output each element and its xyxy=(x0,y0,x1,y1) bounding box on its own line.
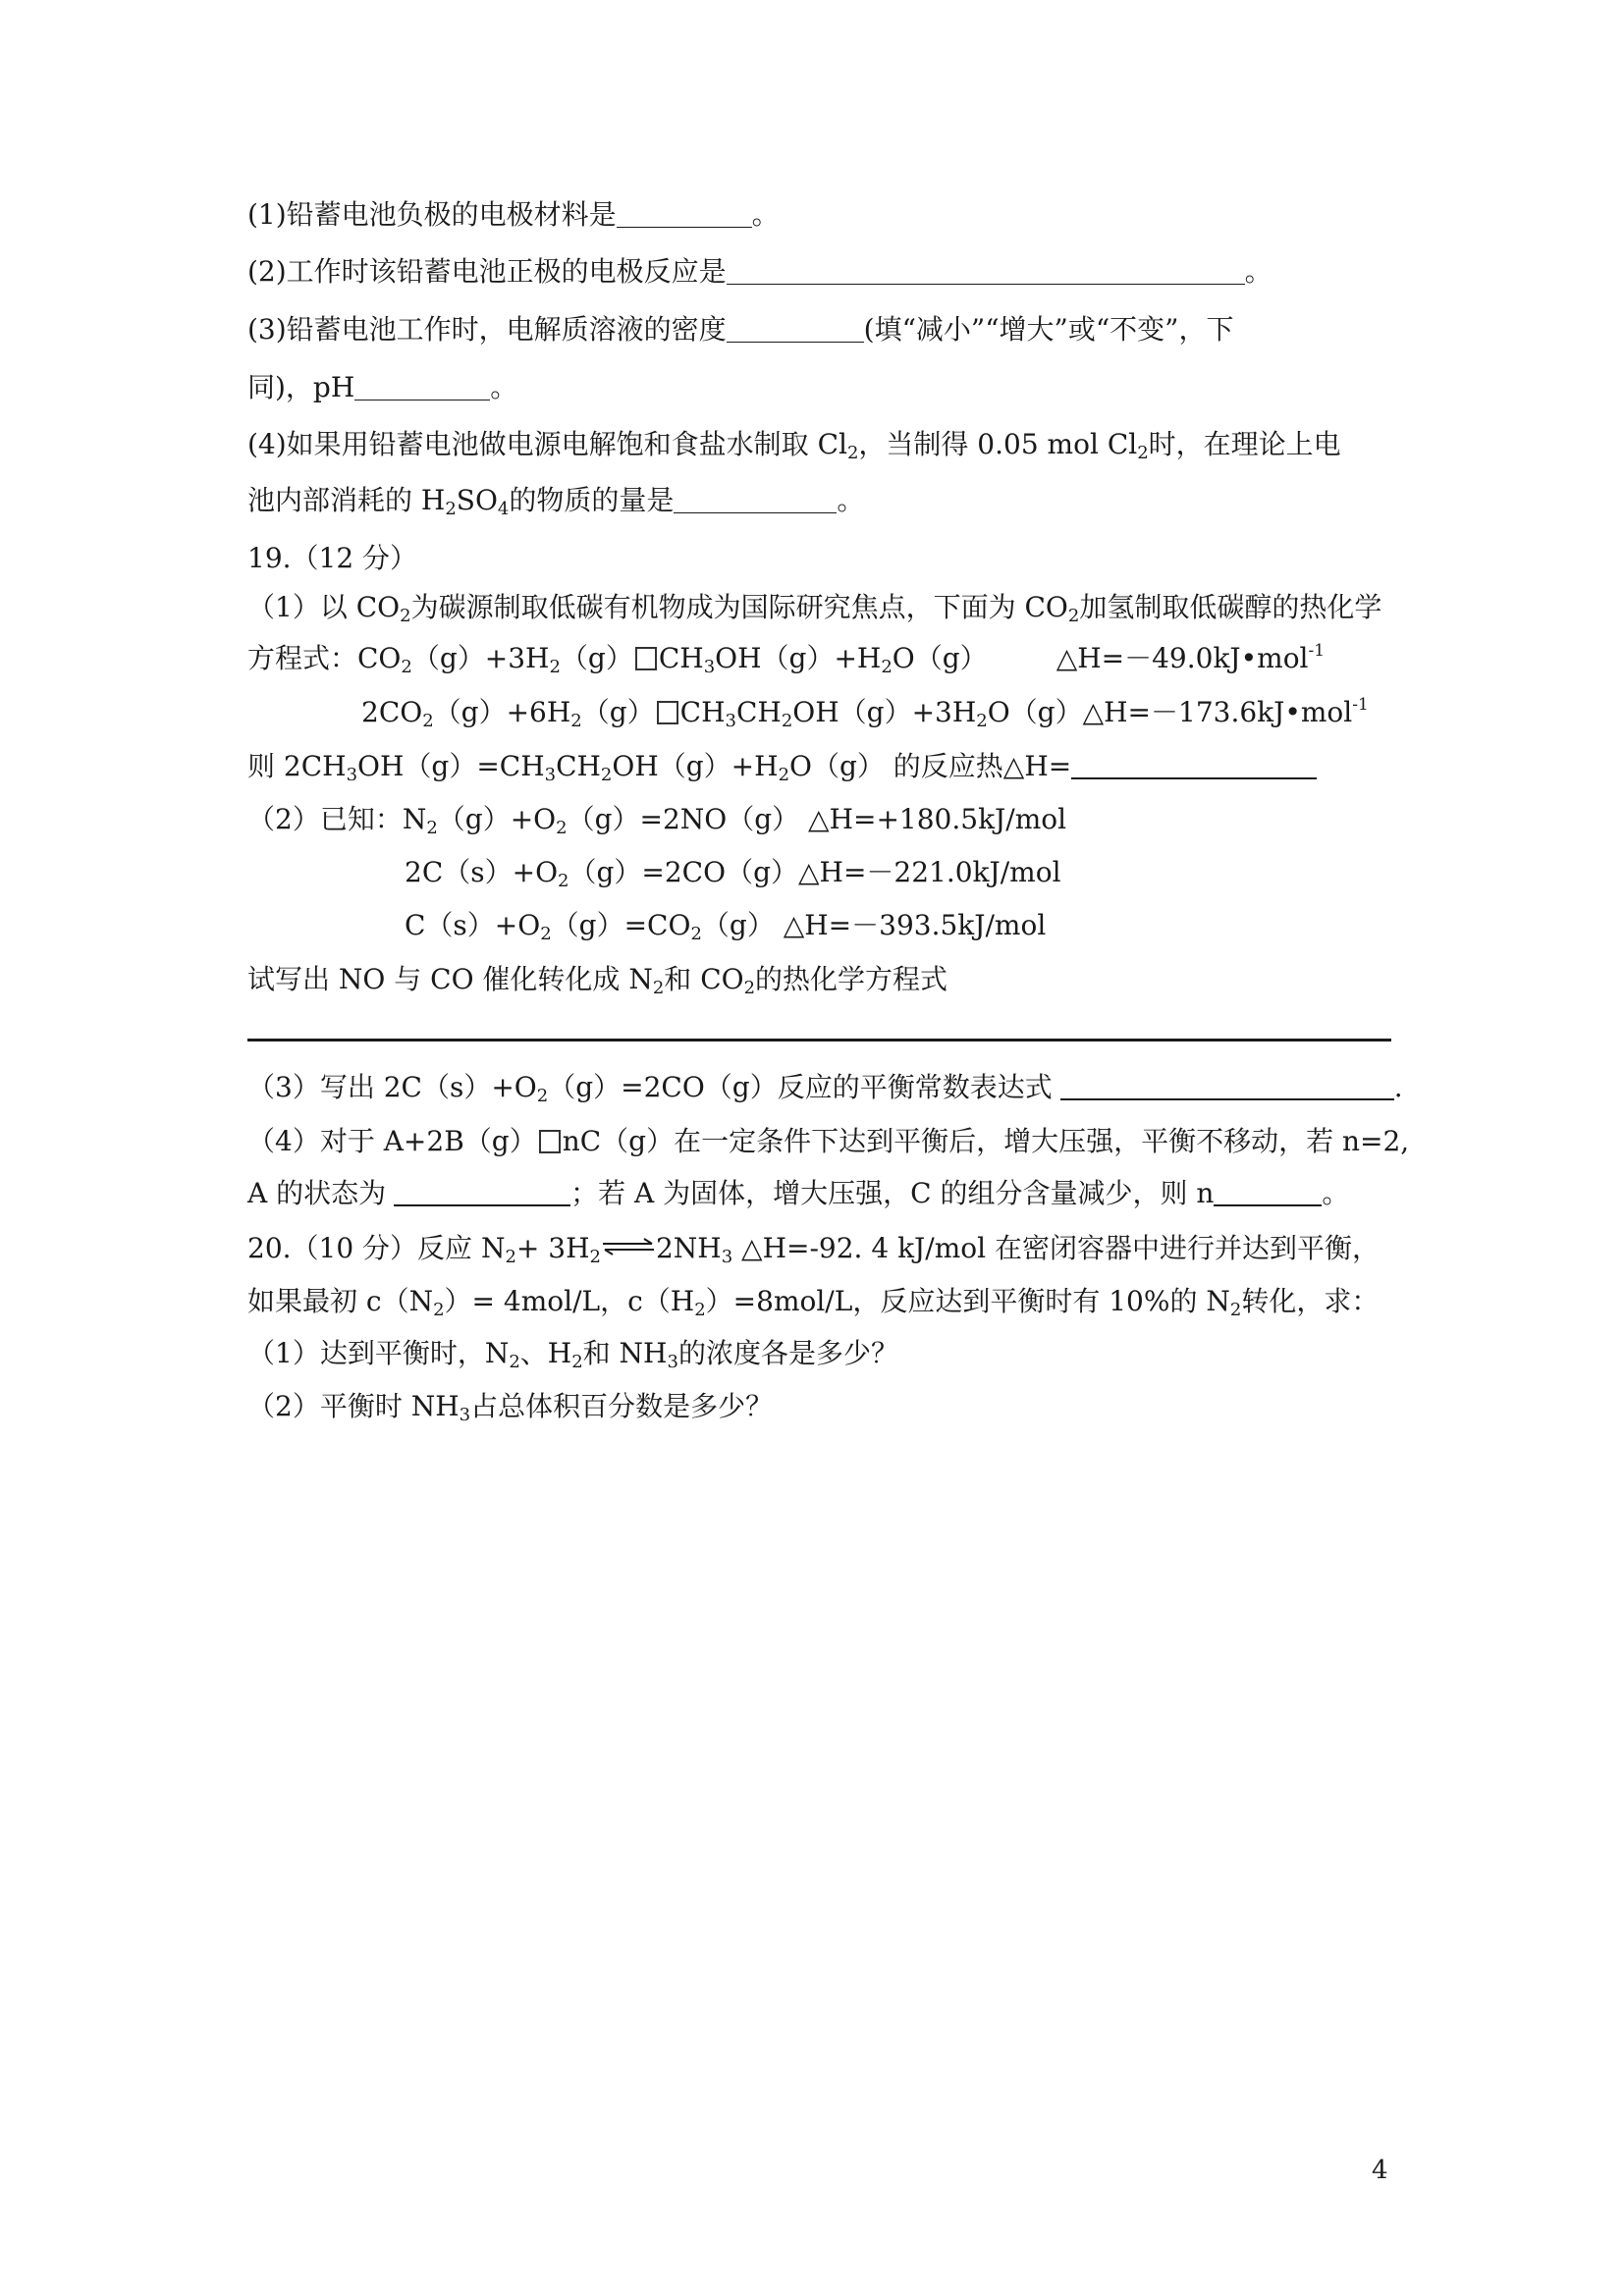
q20-part1: （1）达到平衡时，$N_2$、$H_2$和 $NH_3$的浓度各是多少？ xyxy=(247,1337,898,1372)
answer-blank[interactable] xyxy=(617,197,752,228)
q19-title: 19.（12 分） xyxy=(247,542,418,574)
q18-part2: (2)工作时该铅蓄电池正极的电极反应是 。 xyxy=(247,255,1272,288)
q19-equation-3: 则 $2CH_3OH(g)=CH_3CH_2OH(g)+H_2O(g)$ 的反应热△H= xyxy=(247,744,1391,789)
q19-part1: （1）以 $CO_2$为碳源制取低碳有机物成为国际研究焦点，下面为 $CO_2$加氢制取低碳醇的热化学 xyxy=(247,591,1382,626)
q18-part4: (4)如果用铅蓄电池做电源电解饱和食盐水制取 $Cl_2$，当制得 0.05 mol $Cl_2$时，在理论上电 xyxy=(247,428,1341,463)
reversible-arrow-placeholder-icon xyxy=(657,701,678,724)
answer-blank[interactable] xyxy=(394,1175,570,1206)
answer-blank[interactable] xyxy=(727,254,1245,285)
q18-part4-cont: 池内部消耗的 $H_2SO_4$的物质的量是 。 xyxy=(247,484,865,519)
answer-blank[interactable] xyxy=(1071,748,1317,779)
q19-part4: （4）对于 A+2B（g） nC（g）在一定条件下达到平衡后，增大压强，平衡不移动，若 n=2, xyxy=(247,1125,1410,1157)
q18-part3-cont: 同)，pH 。 xyxy=(247,371,518,403)
page-number: 4 xyxy=(1372,2156,1388,2185)
q19-part3: （3）写出 $2C(s)+O_2(g)=2CO(g)$反应的平衡常数表达式 . xyxy=(247,1071,1403,1106)
q19-equation-1: 方程式：$CO_2(g)+3H_2(g)$ $CH_3OH(g)+H_2O(g)$ △H=－49.0kJ•mol$^{-1}$ xyxy=(247,641,1326,677)
answer-line[interactable] xyxy=(247,1039,1391,1041)
q18-part1: (1)铅蓄电池负极的电极材料是 。 xyxy=(247,198,780,231)
answer-blank[interactable] xyxy=(727,312,864,343)
q20-conditions: 如果最初 $c(N_2)= 4mol/L$，$c(H_2)=8mol/L$，反应达到平衡时有 10%的 $N_2$转化，求： xyxy=(247,1285,1380,1320)
reversible-arrow-placeholder-icon xyxy=(539,1130,561,1153)
answer-blank[interactable] xyxy=(354,370,490,400)
equilibrium-arrow-icon xyxy=(601,1238,656,1255)
q19-equation-2: $2CO_2(g)+6H_2(g)$ $CH_3CH_2OH(g)+3H_2O(g)\triangle H=-173.6kJ•mol^{-1}$ xyxy=(361,695,1369,731)
q19-part2-ask: 试写出 NO 与 CO 催化转化成 $N_2$和 $CO_2$的热化学方程式 xyxy=(247,963,948,998)
q20-title: 20.（10 分）反应 $N_2+ 3H_2$ $2NH_3$ △H=-92. 4 kJ/mol 在密闭容器中进行并达到平衡， xyxy=(247,1232,1380,1267)
q19-part2-given-3: $C(s)+O_2(g)=CO_2(g)$ △H=－393.5kJ/mol xyxy=(405,909,1047,944)
answer-blank[interactable] xyxy=(674,483,837,513)
q19-part4-cont: A 的状态为 ；若 A 为固体，增大压强，C 的组分含量减少，则 n 。 xyxy=(247,1177,1350,1209)
q19-part2-given-2: $2C(s)+O_2(g)=2CO(g)\triangle H=-221.0kJ$/mol xyxy=(405,856,1061,891)
q18-part3: (3)铅蓄电池工作时，电解质溶液的密度 (填“减小”“增大”或“不变”，下 xyxy=(247,313,1234,346)
reversible-arrow-placeholder-icon xyxy=(635,647,657,670)
answer-blank[interactable] xyxy=(1214,1175,1322,1206)
answer-blank[interactable] xyxy=(1060,1069,1394,1100)
q20-part2: （2）平衡时 $NH_3$占总体积百分数是多少？ xyxy=(247,1390,774,1425)
q19-part2-given-1: （2）已知：$N_2(g)+O_2(g)=2NO(g)$ △H=+180.5kJ/mol xyxy=(247,803,1067,838)
